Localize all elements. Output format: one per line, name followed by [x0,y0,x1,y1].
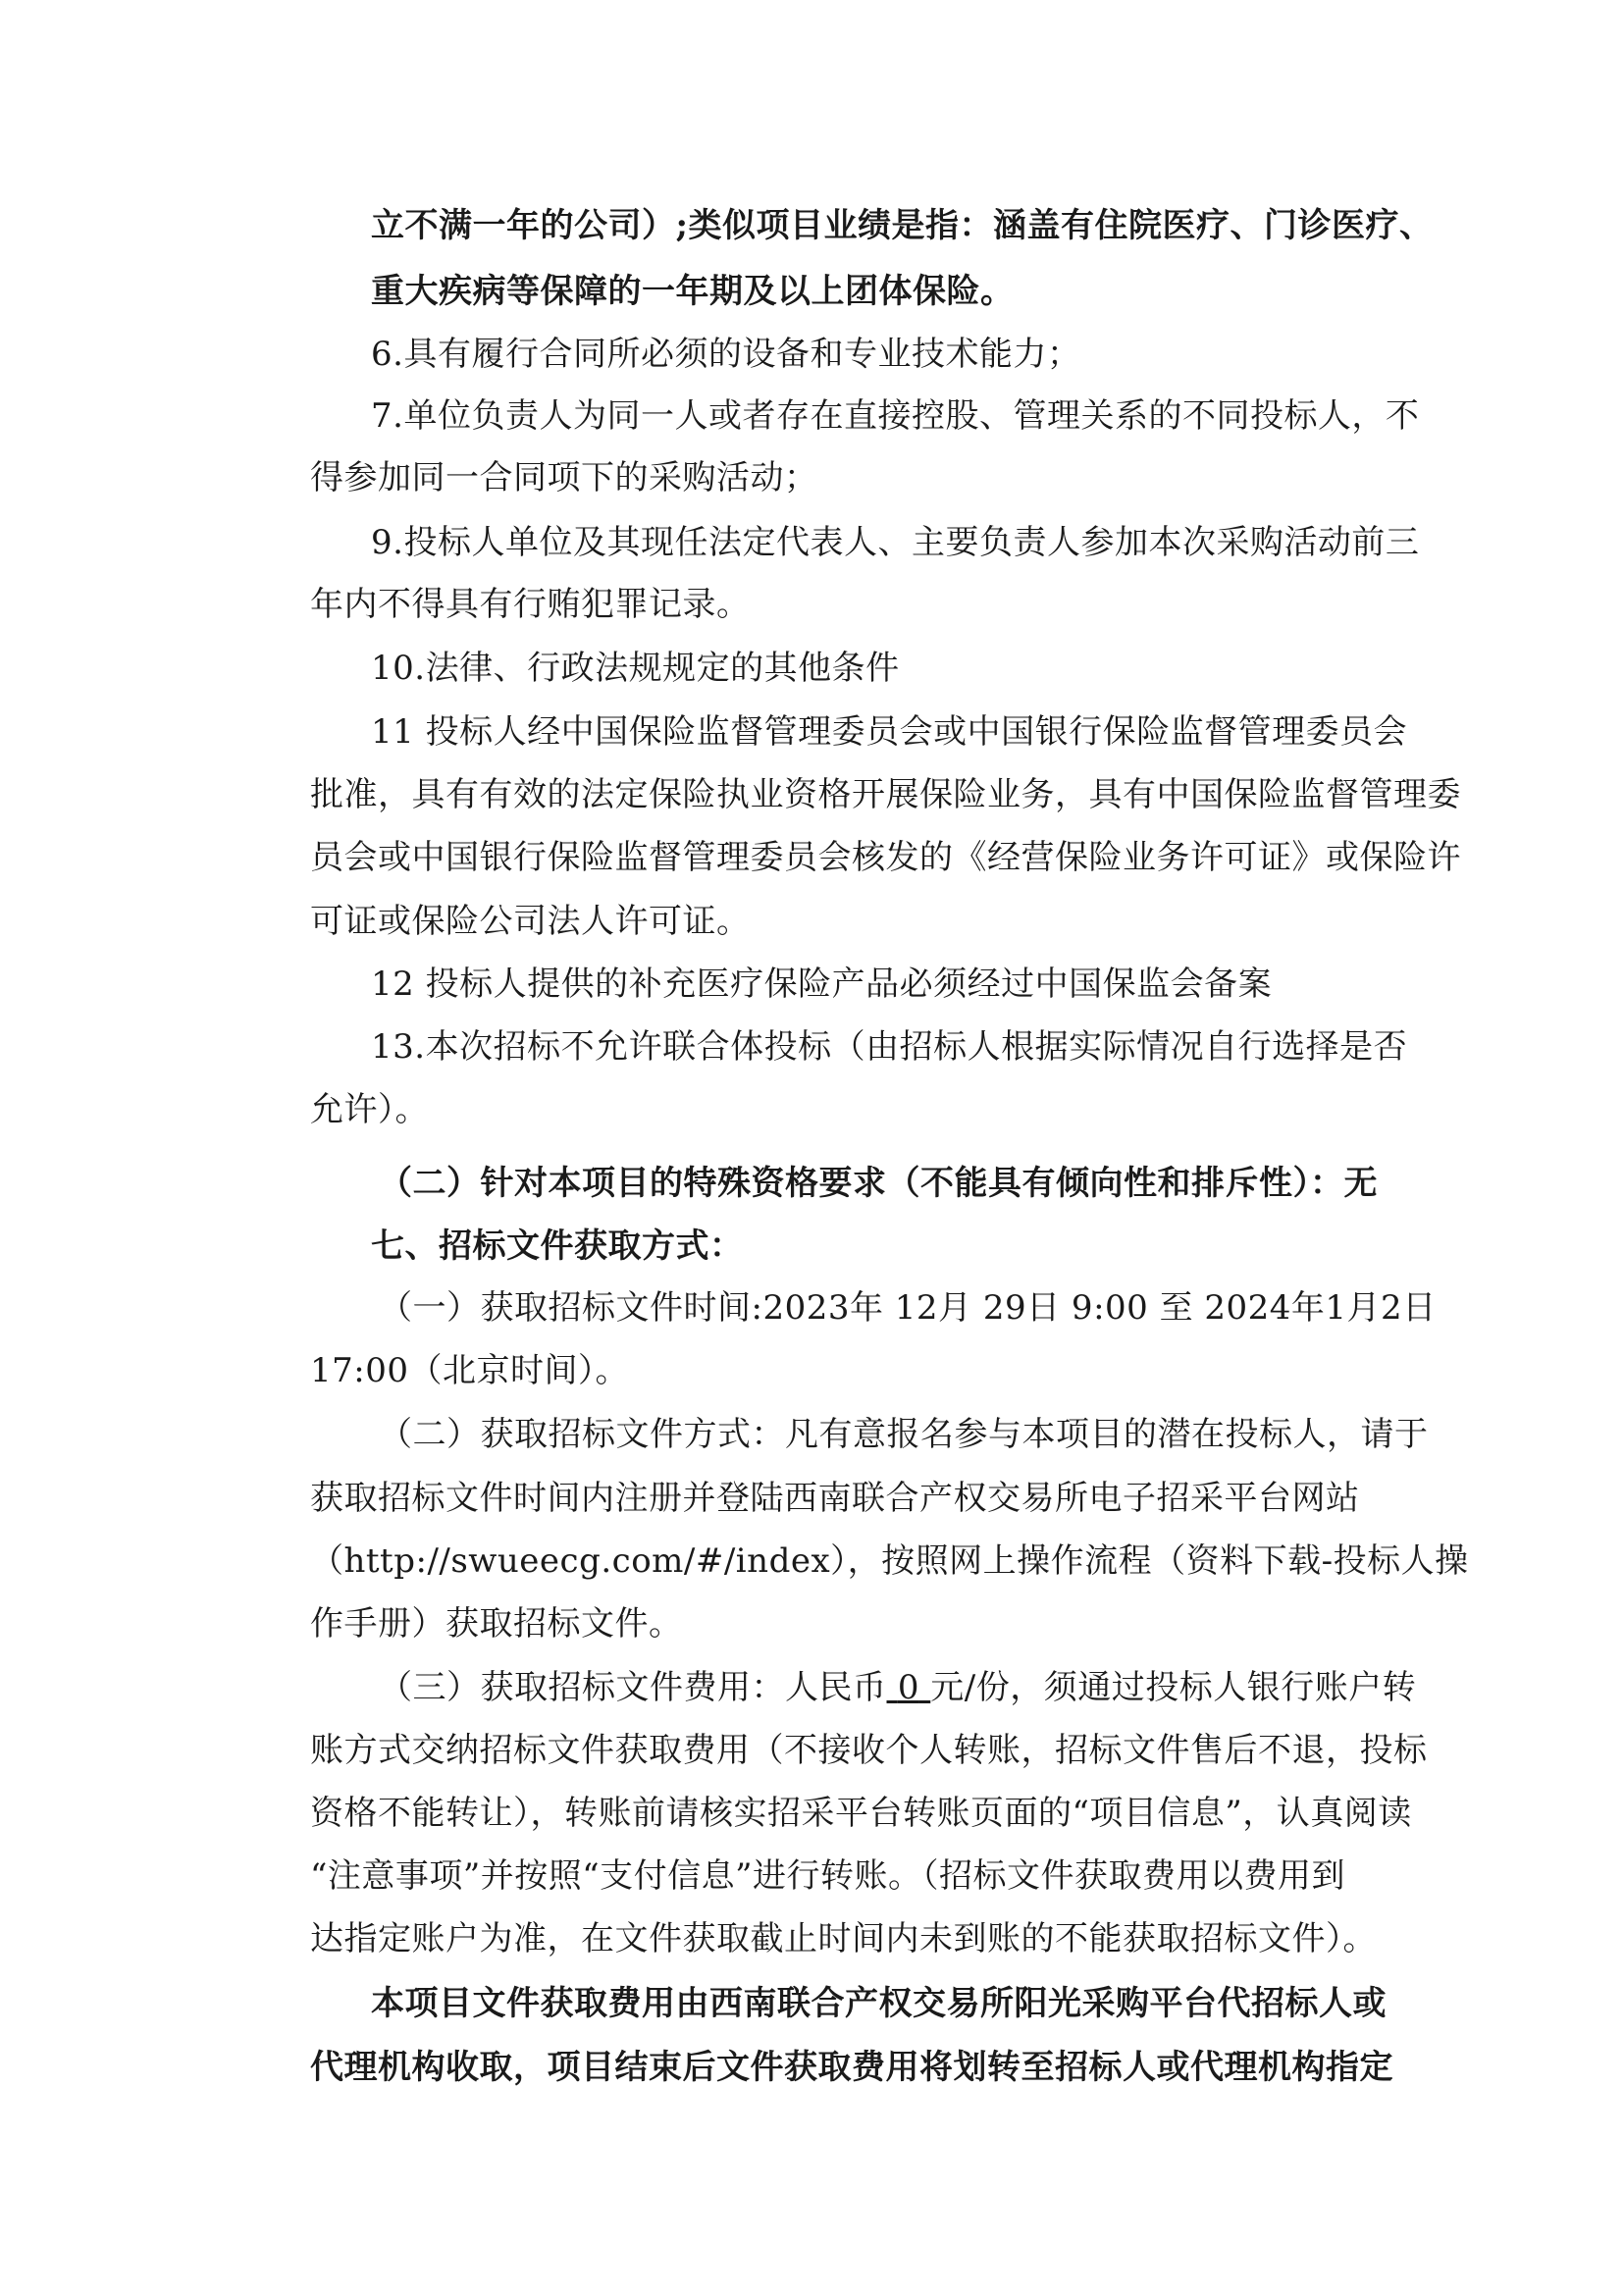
paragraph-line: 允许）。 [310,1090,429,1129]
paragraph-line: 年内不得具有行贿犯罪记录。 [310,585,751,624]
paragraph-line: （二）获取招标文件方式：凡有意报名参与本项目的潜在投标人，请于 [379,1415,1429,1454]
section-heading: 七、招标文件获取方式： [371,1226,744,1266]
paragraph-line: 账方式交纳招标文件获取费用（不接收个人转账，招标文件售后不退，投标 [310,1731,1428,1770]
paragraph-line: 作手册）获取招标文件。 [310,1604,683,1644]
paragraph-line: “注意事项”并按照“支付信息”进行转账。（招标文件获取费用以费用到 [310,1856,1346,1896]
fee-suffix: 元/份，须通过投标人银行账户转 [930,1668,1417,1707]
paragraph-line: 得参加同一合同项下的采购活动； [310,458,818,497]
paragraph-line: 达指定账户为准，在文件获取截止时间内未到账的不能获取招标文件）。 [310,1919,1377,1958]
paragraph-line: 立不满一年的公司）;类似项目业绩是指：涵盖有住院医疗、门诊医疗、 [371,206,1434,245]
paragraph-line: 17:00（北京时间）。 [310,1351,629,1390]
paragraph-line: 代理机构收取，项目结束后文件获取费用将划转至招标人或代理机构指定 [310,2048,1393,2087]
paragraph-line-fee [379,1668,1416,1707]
paragraph-line: 可证或保险公司法人许可证。 [310,902,751,941]
paragraph-line: 获取招标文件时间内注册并登陆西南联合产权交易所电子招采平台网站 [310,1479,1360,1518]
paragraph-line: （http://swueecg.com/#/index），按照网上操作流程（资料下载-投标人操 [310,1541,1469,1581]
paragraph-line: 重大疾病等保障的一年期及以上团体保险。 [371,272,1015,311]
paragraph-line: 11 投标人经中国保险监督管理委员会或中国银行保险监督管理委员会 [371,712,1408,752]
section-subheading: （二）针对本项目的特殊资格要求（不能具有倾向性和排斥性）：无 [379,1164,1378,1203]
paragraph-line: 7.单位负责人为同一人或者存在直接控股、管理关系的不同投标人，不 [371,396,1420,436]
fee-amount: 0 [897,1668,919,1707]
paragraph-line: 6.具有履行合同所必须的设备和专业技术能力； [371,335,1081,374]
paragraph-line: 13.本次招标不允许联合体投标（由招标人根据实际情况自行选择是否 [371,1027,1408,1067]
paragraph-line: 12 投标人提供的补充医疗保险产品必须经过中国保监会备案 [371,965,1273,1004]
fee-prefix: （三）获取招标文件费用：人民币 [379,1668,887,1707]
paragraph-line: （一）获取招标文件时间:2023年 12月 29日 9:00 至 2024年1月2日 [379,1288,1437,1328]
paragraph-line: 员会或中国银行保险监督管理委员会核发的《经营保险业务许可证》或保险许 [310,838,1461,877]
paragraph-line: 10.法律、行政法规规定的其他条件 [371,649,900,688]
paragraph-line: 本项目文件获取费用由西南联合产权交易所阳光采购平台代招标人或 [371,1984,1387,2023]
paragraph-line: 资格不能转让），转账前请核实招采平台转账页面的“项目信息”，认真阅读 [310,1794,1412,1833]
paragraph-line: 9.投标人单位及其现任法定代表人、主要负责人参加本次采购活动前三 [371,523,1420,562]
paragraph-line: 批准，具有有效的法定保险执业资格开展保险业务，具有中国保险监督管理委 [310,775,1461,814]
